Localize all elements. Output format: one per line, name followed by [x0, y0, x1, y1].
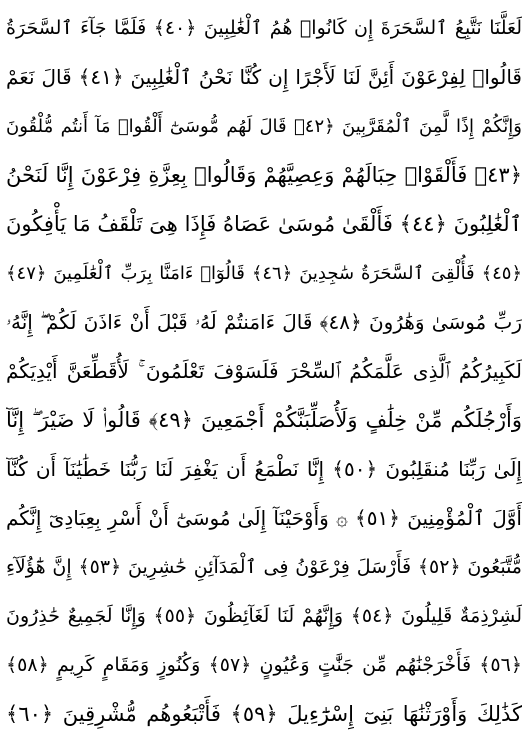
text-line-3: وَإِنَّكُمْ إِذًا لَّمِنَ ٱلْمُقَرَّبِينَ ﴿٤٢﴾ قَالَ لَهُم مُّوسَىٰٓ أَلْقُوا۟ مَآ أَنتُم مُّلْقُونَ [6, 116, 522, 137]
text-line-13: لَشِرْذِمَةٌ قَلِيلُونَ ﴿٥٤﴾ وَإِنَّهُمْ لَنَا لَغَآئِظُونَ ﴿٥٥﴾ وَإِنَّا لَجَمِيعٌ حَٰذِرُونَ [6, 605, 522, 627]
text-line-11: أَوَّلَ ٱلْمُؤْمِنِينَ ﴿٥١﴾ ۞ وَأَوْحَيْنَآ إِلَىٰ مُوسَىٰٓ أَنْ أَسْرِ بِعِبَادِىٓ إِنَّكُم [6, 506, 522, 530]
text-line-5: ٱلْغَٰلِبُونَ ﴿٤٤﴾ فَأَلْقَىٰ مُوسَىٰ عَصَاهُ فَإِذَا هِىَ تَلْقَفُ مَا يَأْفِكُونَ [6, 212, 522, 236]
text-line-7: رَبِّ مُوسَىٰ وَهَٰرُونَ ﴿٤٨﴾ قَالَ ءَامَنتُمْ لَهُۥ قَبْلَ أَنْ ءَاذَنَ لَكُمْ ۖ إِنَّهُۥ [6, 310, 522, 334]
text-line-2: قَالُوا۟ لِفِرْعَوْنَ أَئِنَّ لَنَا لَأَجْرًا إِن كُنَّا نَحْنُ ٱلْغَٰلِبِينَ ﴿٤١﴾ قَالَ نَعَمْ [6, 65, 522, 89]
text-line-14: ﴿٥٦﴾ فَأَخْرَجْنَٰهُم مِّن جَنَّٰتٍ وَعُيُونٍ ﴿٥٧﴾ وَكُنُوزٍ وَمَقَامٍ كَرِيمٍ ﴿٥٨﴾ [6, 654, 522, 676]
text-line-15: كَذَٰلِكَ وَأَوْرَثْنَٰهَا بَنِىٓ إِسْرَٰٓءِيلَ ﴿٥٩﴾ فَأَتْبَعُوهُم مُّشْرِقِينَ ﴿٦٠﴾ [6, 702, 522, 726]
text-line-10: إِلَىٰ رَبِّنَا مُنقَلِبُونَ ﴿٥٠﴾ إِنَّا نَطْمَعُ أَن يَغْفِرَ لَنَا رَبُّنَا خَطَٰيَٰنَآ أَن كُنَّآ [6, 457, 522, 481]
text-line-6: ﴿٤٥﴾ فَأُلْقِىَ ٱلسَّحَرَةُ سَٰجِدِينَ ﴿٤٦﴾ قَالُوٓا۟ ءَامَنَّا بِرَبِّ ٱلْعَٰلَمِينَ ﴿٤٧﴾ [6, 263, 522, 284]
text-line-4: ﴿٤٣﴾ فَأَلْقَوْا۟ حِبَالَهُمْ وَعِصِيَّهُمْ وَقَالُوا۟ بِعِزَّةِ فِرْعَوْنَ إِنَّا لَنَحْنُ [6, 163, 522, 187]
text-line-12: مُّتَّبَعُونَ ﴿٥٢﴾ فَأَرْسَلَ فِرْعَوْنُ فِى ٱلْمَدَآئِنِ حَٰشِرِينَ ﴿٥٣﴾ إِنَّ هَٰٓؤُلَآءِ [6, 556, 522, 578]
text-line-9: وَأَرْجُلَكُم مِّنْ خِلَٰفٍ وَلَأُصَلِّبَنَّكُمْ أَجْمَعِينَ ﴿٤٩﴾ قَالُوا۟ لَا ضَيْرَ ۖ إِنَّآ [6, 408, 522, 432]
text-line-8: لَكَبِيرُكُمُ ٱلَّذِى عَلَّمَكُمُ ٱلسِّحْرَ فَلَسَوْفَ تَعْلَمُونَ ۚ لَأُقَطِّعَنَّ أَيْدِيَكُمْ [6, 359, 522, 383]
text-line-1: لَعَلَّنَا نَتَّبِعُ ٱلسَّحَرَةَ إِن كَانُوا۟ هُمُ ٱلْغَٰلِبِينَ ﴿٤٠﴾ فَلَمَّا جَآءَ ٱلسَّحَرَةُ [6, 17, 522, 39]
